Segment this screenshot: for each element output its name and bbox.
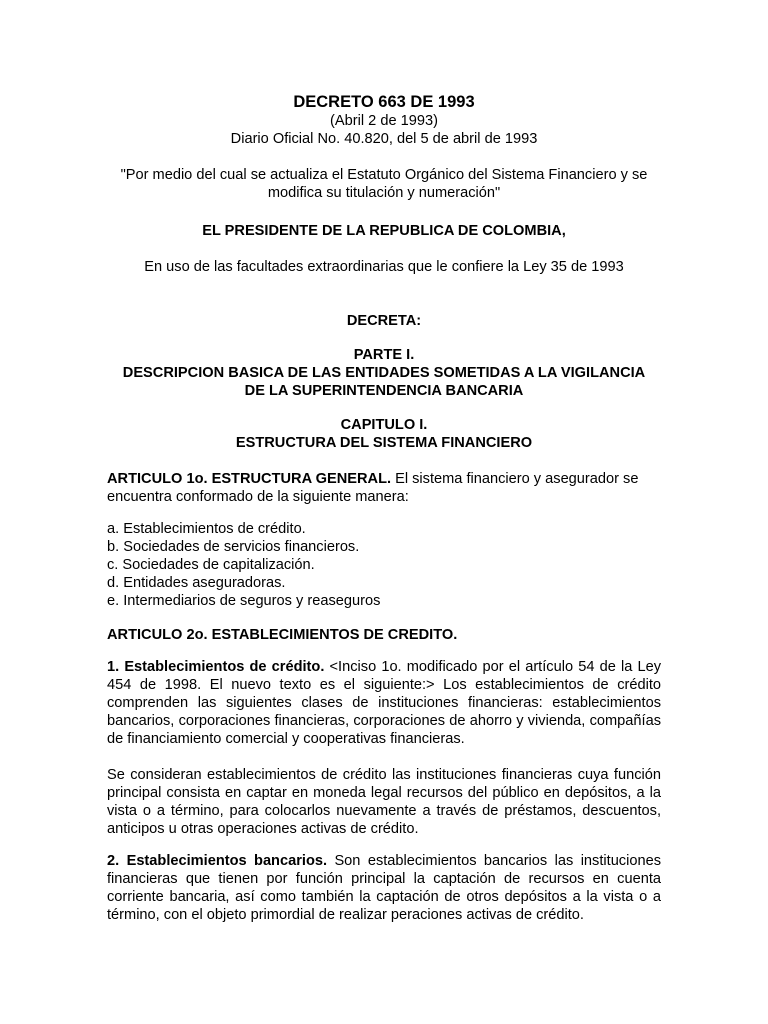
list-item: a. Establecimientos de crédito. [107,521,306,537]
part-heading [90,346,678,400]
article-1-heading: ARTICULO 1o. ESTRUCTURA GENERAL. [107,471,392,487]
chapter-title: ESTRUCTURA DEL SISTEMA FINANCIERO [235,435,533,451]
chapter-heading [90,416,678,452]
issuing-authority: EL PRESIDENTE DE LA REPUBLICA DE COLOMBIA, [202,223,566,239]
section-1-text: <Inciso 1o. modificado por el artículo 54 de la Ley 454 de 1998. El nuevo texto es el siguiente:> Los establecimientos de crédito comprenden las siguientes clases de instituciones financieras: establecimientos bancarios, corporaciones financieras, corporaciones de ahorro y vivienda, compañías de financiamiento comercial y cooperativas financieras. [107,659,661,747]
article-1-paragraph [107,470,661,506]
article-2-heading: ARTICULO 2o. ESTABLECIMIENTOS DE CREDITO. [107,627,458,643]
list-item: d. Entidades aseguradoras. [107,575,286,591]
section-2-heading: 2. Establecimientos bancarios. [107,853,328,869]
list-item: e. Intermediarios de seguros y reaseguros [107,593,381,609]
part-title-line-2: DE LA SUPERINTENDENCIA BANCARIA [244,383,524,399]
gazette-reference: Diario Oficial No. 40.820, del 5 de abril de 1993 [230,131,538,147]
article-2-section-2 [107,852,661,924]
part-title-line-1: DESCRIPCION BASICA DE LAS ENTIDADES SOMETIDAS A LA VIGILANCIA [122,365,646,381]
decreta-heading: DECRETA: [346,313,422,329]
list-item: b. Sociedades de servicios financieros. [107,539,360,555]
chapter-number: CAPITULO I. [340,417,428,433]
list-item: c. Sociedades de capitalización. [107,557,315,573]
section-1-heading: 1. Establecimientos de crédito. [107,659,325,675]
decree-date: (Abril 2 de 1993) [330,113,438,129]
article-2-section-1-paragraph-2: Se consideran establecimientos de crédito las instituciones financieras cuya función principal consista en captar en moneda legal recursos del público en depósitos, a la vista o a término, para colocarlos nuevamente a través de préstamos, descuentos, anticipos u otras operaciones activas de crédito. [107,767,661,837]
decree-subject [90,166,678,202]
article-2-section-1 [107,658,661,748]
subject-line-1: "Por medio del cual se actualiza el Estatuto Orgánico del Sistema Financiero y se [120,167,648,183]
article-1-text: El sistema financiero y asegurador se encuentra conformado de la siguiente manera: [107,471,639,505]
article-1-list [107,520,661,610]
part-number: PARTE I. [353,347,415,363]
subject-line-2: modifica su titulación y numeración" [267,185,501,201]
enabling-powers: En uso de las facultades extraordinarias que le confiere la Ley 35 de 1993 [144,259,624,275]
decree-title: DECRETO 663 DE 1993 [293,93,475,111]
section-2-text: Son establecimientos bancarios las instituciones financieras que tienen por función principal la captación de recursos en cuenta corriente bancaria, así como también la captación de otros depósitos a la vista o a término, con el objeto primordial de realizar peraciones activas de crédito. [107,853,661,923]
